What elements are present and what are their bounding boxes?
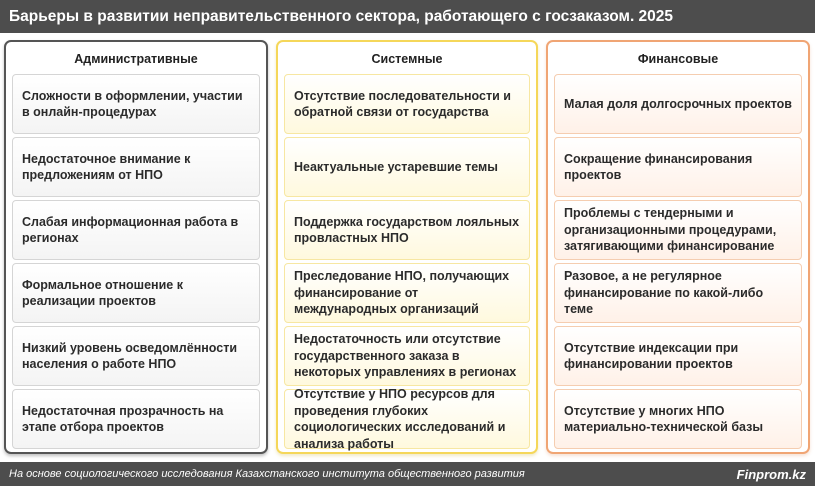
barrier-card: Слабая информационная работа в регионах: [12, 200, 260, 260]
barrier-card: Проблемы с тендерными и организационными процедурами, затягивающими финансирование: [554, 200, 802, 260]
barrier-card: Неактуальные устаревшие темы: [284, 137, 530, 197]
barrier-card: Разовое, а не регулярное финансирование по какой-либо теме: [554, 263, 802, 323]
column-systemic: [276, 40, 538, 454]
column-header-administrative: Административные: [74, 52, 198, 66]
barrier-card: Отсутствие последовательности и обратной связи от государства: [284, 74, 530, 134]
barrier-card: Отсутствие у многих НПО материально-технической базы: [554, 389, 802, 449]
column-header-systemic: Системные: [371, 52, 443, 66]
page-title: Барьеры в развитии неправительственного сектора, работающего с госзаказом. 2025: [0, 0, 815, 33]
barrier-card: Отсутствие индексации при финансировании проектов: [554, 326, 802, 386]
barrier-card: Поддержка государством лояльных провластных НПО: [284, 200, 530, 260]
brand-logo: Finprom.kz: [736, 466, 806, 482]
barrier-card: Формальное отношение к реализации проектов: [12, 263, 260, 323]
barrier-card: Недостаточное внимание к предложениям от НПО: [12, 137, 260, 197]
barrier-card: Недостаточная прозрачность на этапе отбора проектов: [12, 389, 260, 449]
barrier-card: Низкий уровень осведомлённости населения о работе НПО: [12, 326, 260, 386]
barrier-card: Малая доля долгосрочных проектов: [554, 74, 802, 134]
barrier-card: Отсутствие у НПО ресурсов для проведения глубоких социологических исследований и анализа работы: [284, 389, 530, 449]
column-header-financial: Финансовые: [637, 52, 719, 66]
barrier-card: Преследование НПО, получающих финансирование от международных организаций: [284, 263, 530, 323]
source-note: На основе социологического исследования Казахстанского института общественного развития: [9, 468, 525, 480]
barrier-card: Недостаточность или отсутствие государственного заказа в некоторых управлениях в регионах: [284, 326, 530, 386]
column-administrative: [4, 40, 268, 454]
barrier-card: Сокращение финансирования проектов: [554, 137, 802, 197]
barrier-card: Сложности в оформлении, участии в онлайн-процедурах: [12, 74, 260, 134]
footer-bar: [0, 462, 815, 486]
column-financial: [546, 40, 810, 454]
